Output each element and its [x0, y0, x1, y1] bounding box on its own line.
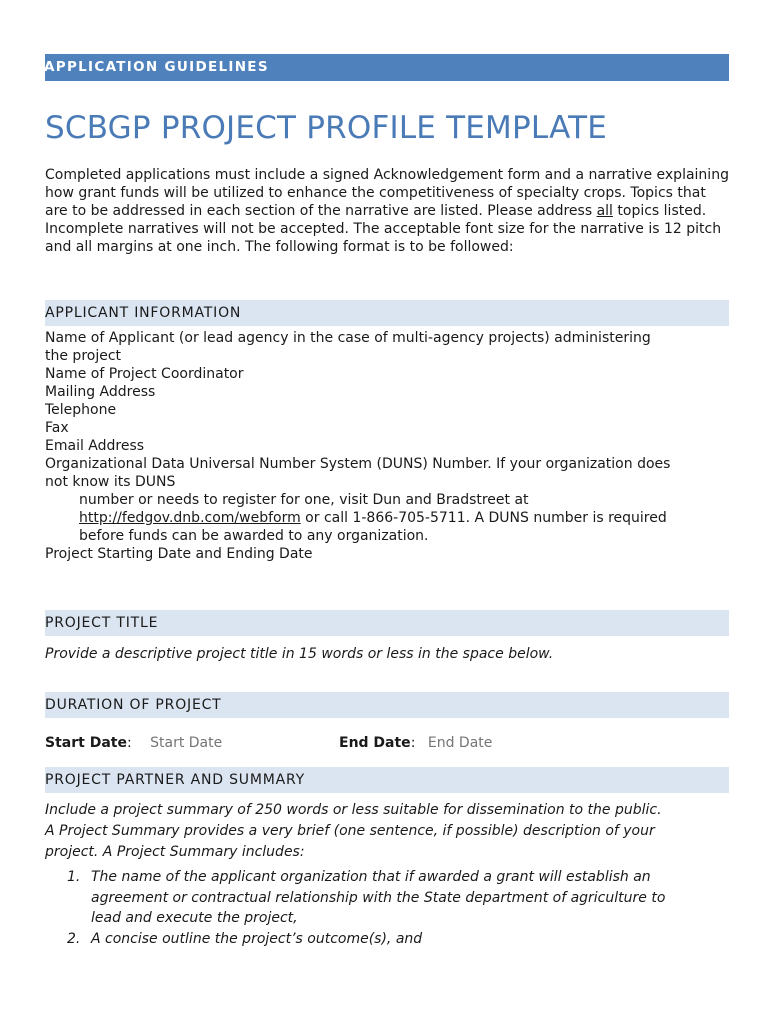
- start-date-input[interactable]: [150, 735, 280, 751]
- end-date-field: [339, 732, 558, 754]
- applicant-line: Email Address: [45, 438, 145, 454]
- intro-paragraph: [45, 166, 729, 256]
- section-header-project-title: [45, 610, 729, 636]
- end-date-label: End Date: [339, 735, 411, 751]
- duns-line: before funds can be awarded to any organization.: [79, 528, 429, 544]
- dnb-webform-link[interactable]: http://fedgov.dnb.com/webform: [79, 510, 301, 526]
- applicant-line: Name of Applicant (or lead agency in the case of multi-agency projects) administering: [45, 330, 651, 346]
- intro-text-before: Completed applications must include a signed Acknowledgement form and a narrative explaining how grant funds will be utilized to enhance the competitiveness of specialty crops. Topics that are to be addressed in each section of the narrative are listed. Please address: [45, 167, 729, 219]
- list-item: [45, 929, 729, 950]
- summary-intro-line: Include a project summary of 250 words or less suitable for dissemination to the public.: [45, 802, 662, 818]
- list-item-number: 2.: [67, 930, 81, 947]
- applicant-line: Project Starting Date and Ending Date: [45, 546, 313, 562]
- colon: :: [410, 735, 416, 751]
- application-guidelines-banner: [45, 54, 729, 81]
- summary-intro-line: A Project Summary provides a very brief (one sentence, if possible) description of your: [45, 823, 655, 839]
- start-date-field: [45, 732, 280, 754]
- section-header-label: APPLICANT INFORMATION: [45, 305, 242, 321]
- summary-intro-line: project. A Project Summary includes:: [45, 844, 305, 860]
- list-item-line: The name of the applicant organization that if awarded a grant will establish an: [91, 869, 651, 885]
- list-item-line: A concise outline the project’s outcome(s), and: [91, 930, 423, 947]
- section-header-label: PROJECT TITLE: [45, 615, 159, 631]
- applicant-line: Telephone: [45, 402, 117, 418]
- project-title-instruction: Provide a descriptive project title in 15 words or less in the space below.: [45, 646, 554, 662]
- section-header-label: DURATION OF PROJECT: [45, 697, 222, 713]
- duns-link-line: [45, 509, 729, 527]
- applicant-line: Mailing Address: [45, 384, 156, 400]
- section-header-partner-summary: [45, 767, 729, 793]
- list-item-line: lead and execute the project,: [91, 910, 298, 926]
- section-header-duration: [45, 692, 729, 718]
- applicant-line: Name of Project Coordinator: [45, 366, 244, 382]
- partner-summary-intro: [45, 800, 729, 863]
- intro-text-after: topics listed. Incomplete narratives will not be accepted. The acceptable font size for the narrative is 12 pitch and all margins at one inch. The following format is to be followed:: [45, 203, 722, 255]
- duration-fields: [45, 732, 729, 754]
- banner-label: APPLICATION GUIDELINES: [44, 59, 269, 75]
- intro-underlined-word: all: [596, 203, 613, 219]
- section-header-label: PROJECT PARTNER AND SUMMARY: [45, 772, 305, 788]
- applicant-line: Fax: [45, 420, 69, 436]
- section-header-applicant-information: [45, 300, 729, 326]
- summary-requirements-list: [45, 867, 729, 949]
- list-item-line: agreement or contractual relationship with the State department of agriculture to: [91, 889, 666, 906]
- end-date-input[interactable]: [428, 735, 558, 751]
- list-item: [45, 867, 729, 929]
- applicant-line: the project: [45, 348, 122, 364]
- start-date-label: Start Date: [45, 735, 127, 751]
- duns-phone-text: or call 1-866-705-5711. A DUNS number is required: [300, 510, 667, 526]
- applicant-line: Organizational Data Universal Number System (DUNS) Number. If your organization does: [45, 456, 671, 472]
- applicant-line: not know its DUNS: [45, 474, 176, 490]
- page-title: SCBGP PROJECT PROFILE TEMPLATE: [45, 110, 608, 146]
- duns-line: number or needs to register for one, visit Dun and Bradstreet at: [79, 492, 529, 508]
- applicant-information-list: [45, 329, 729, 563]
- colon: :: [126, 735, 132, 751]
- list-item-number: 1.: [67, 869, 81, 885]
